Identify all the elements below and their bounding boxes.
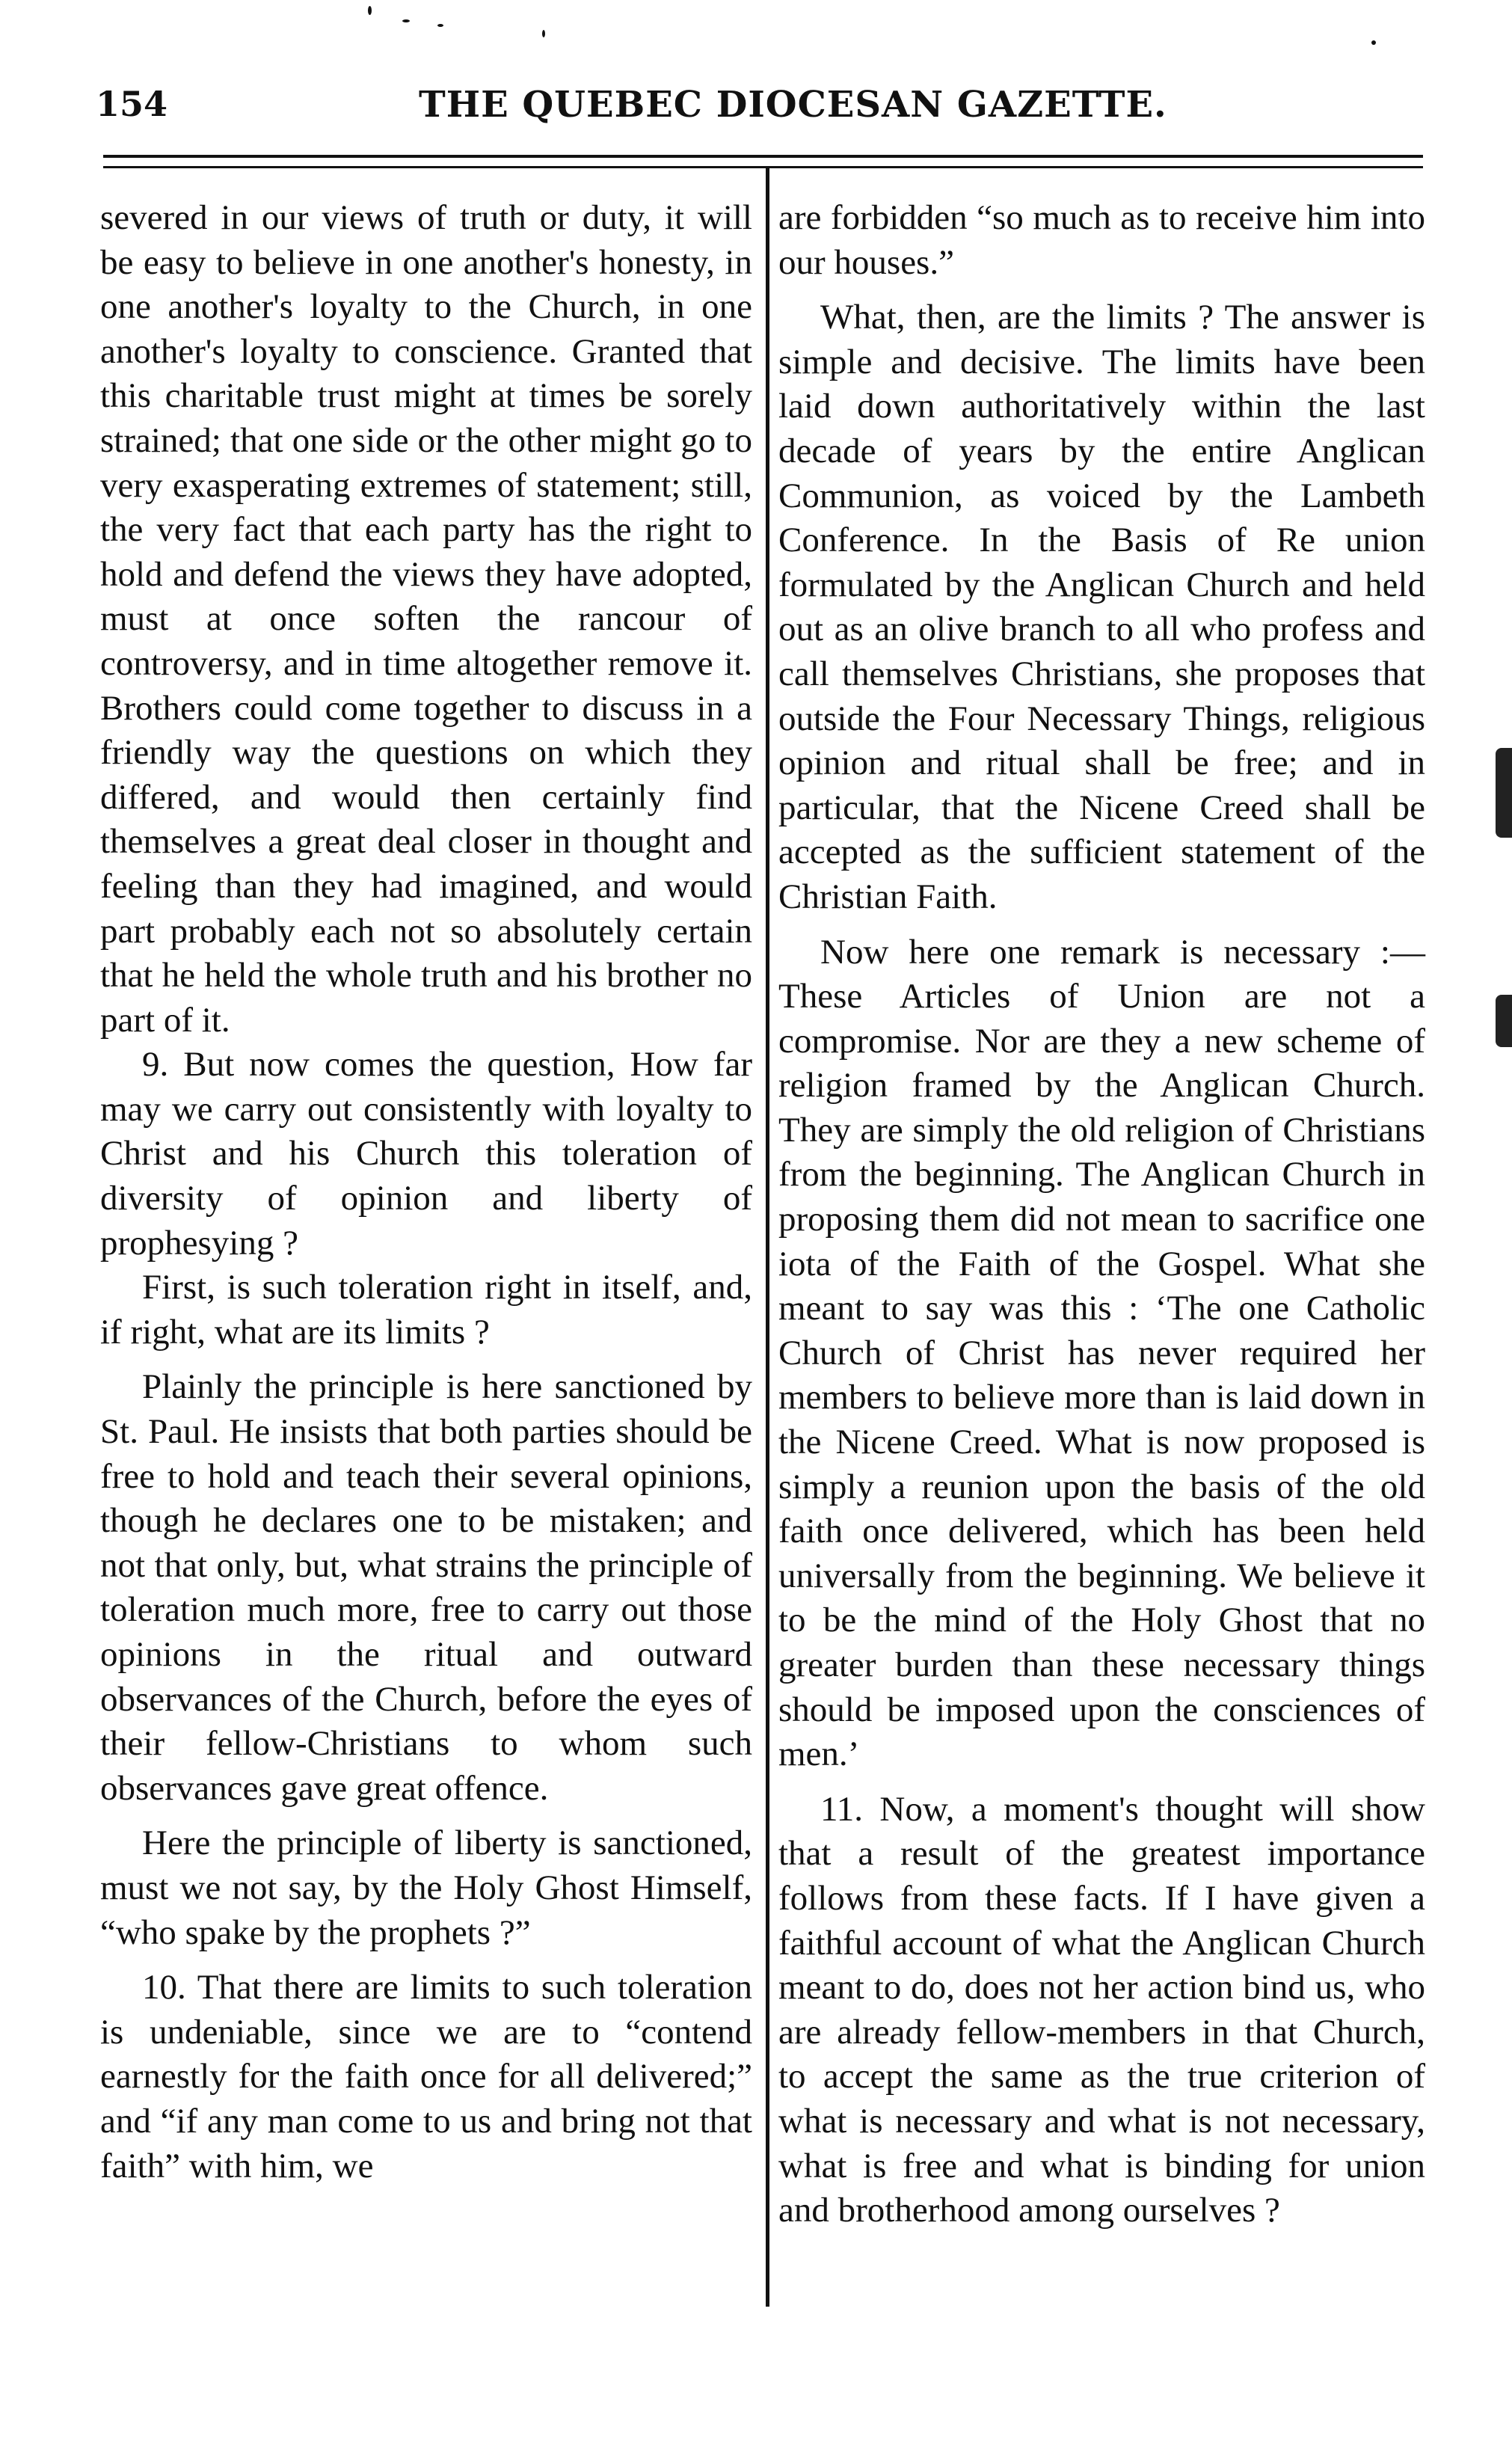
ink-speck xyxy=(1371,40,1376,45)
paragraph: Now here one remark is necessary :— These Articles of Union are not a compromise. Nor are they a new scheme of religion framed by the Anglican Church. They are simply the old religion of Christians from the beginning. The Anglican Church in proposing them did not mean to sacrifice one iota of the Faith of the Gospel. What she meant to say was this : ‘The one Catholic Church of Christ has never required her members to believe more than is laid down in the Nicene Creed. What is now proposed is simply a reunion upon the basis of the old faith once delivered, which has been held universally from the beginning. We believe it to be the mind of the Holy Ghost that no greater burden than these necessary things should be imposed upon the consciences of men.’ xyxy=(778,932,1425,1774)
left-column xyxy=(100,196,752,2188)
right-column xyxy=(778,196,1425,2233)
running-head: THE QUEBEC DIOCESAN GAZETTE. xyxy=(419,84,1167,126)
paragraph: Here the principle of liberty is sanctioned, must we not say, by the Holy Ghost Himself, “who spake by the prophets ?” xyxy=(100,1823,752,1952)
paragraph: Plainly the principle is here sanctioned by St. Paul. He insists that both parties should be free to hold and teach their several opinions, though he declares one to be mistaken; and not that only, but, what strains the principle of toleration much more, free to carry out those opinions in the ritual and outward observances of the Church, before the eyes of their fellow-Christians to whom such observances gave great offence. xyxy=(100,1367,752,1808)
paragraph: What, then, are the limits ? The answer is simple and decisive. The limits have been laid down authoritatively within the last decade of years by the entire Anglican Communion, as voiced by the Lambeth Conference. In the Basis of Re union formulated by the Anglican Church and held out as an olive branch to all who profess and call themselves Christians, she proposes that outside the Four Necessary Things, religious opinion and ritual shall be free; and in particular, that the Nicene Creed shall be accepted as the sufficient statement of the Christian Faith. xyxy=(778,298,1425,916)
header-rule xyxy=(103,155,1423,158)
ink-speck xyxy=(542,30,545,37)
scan-edge-mark xyxy=(1496,995,1512,1047)
paragraph: First, is such toleration right in itself, and, if right, what are its limits ? xyxy=(100,1268,752,1352)
page-number: 154 xyxy=(96,84,168,124)
header-rule xyxy=(103,166,1423,168)
ink-speck xyxy=(368,6,372,15)
paragraph: 10. That there are limits to such toleration is undeniable, since we are to “contend earnestly for the faith once for all delivered;” and “if any man come to us and bring not that faith” with him, we xyxy=(100,1968,752,2185)
ink-speck xyxy=(437,24,443,27)
paragraph: 9. But now comes the question, How far may we carry out consistently with loyalty to Christ and his Church this toleration of diversity of opinion and liberty of prophesying ? xyxy=(100,1045,752,1263)
paragraph: severed in our views of truth or duty, it will be easy to believe in one another's honesty, in one another's loyalty to the Church, in one another's loyalty to conscience. Granted that this charitable trust might at times be sorely strained; that one side or the other might go to very exasperating extremes of statement; still, the very fact that each party has the right to hold and defend the views they have adopted, must at once soften the rancour of controversy, and in time altogether remove it. Brothers could come together to discuss in a friendly way the questions on which they differed, and would then certainly find themselves a great deal closer in thought and feeling than they had imagined, and would part probably each not so absolutely certain that he held the whole truth and his brother no part of it. xyxy=(100,198,752,1040)
scan-edge-mark xyxy=(1496,748,1512,838)
paragraph: are forbidden “so much as to receive him into our houses.” xyxy=(778,198,1425,282)
column-divider xyxy=(766,168,769,2307)
paragraph: 11. Now, a moment's thought will show that a result of the greatest importance follows from these facts. If I have given a faithful account of what the Anglican Church meant to do, does not her action bind us, who are already fellow-members in that Church, to accept the same as the true criterion of what is necessary and what is not necessary, what is free and what is binding for union and brotherhood among ourselves ? xyxy=(778,1789,1425,2230)
ink-speck xyxy=(402,19,410,22)
